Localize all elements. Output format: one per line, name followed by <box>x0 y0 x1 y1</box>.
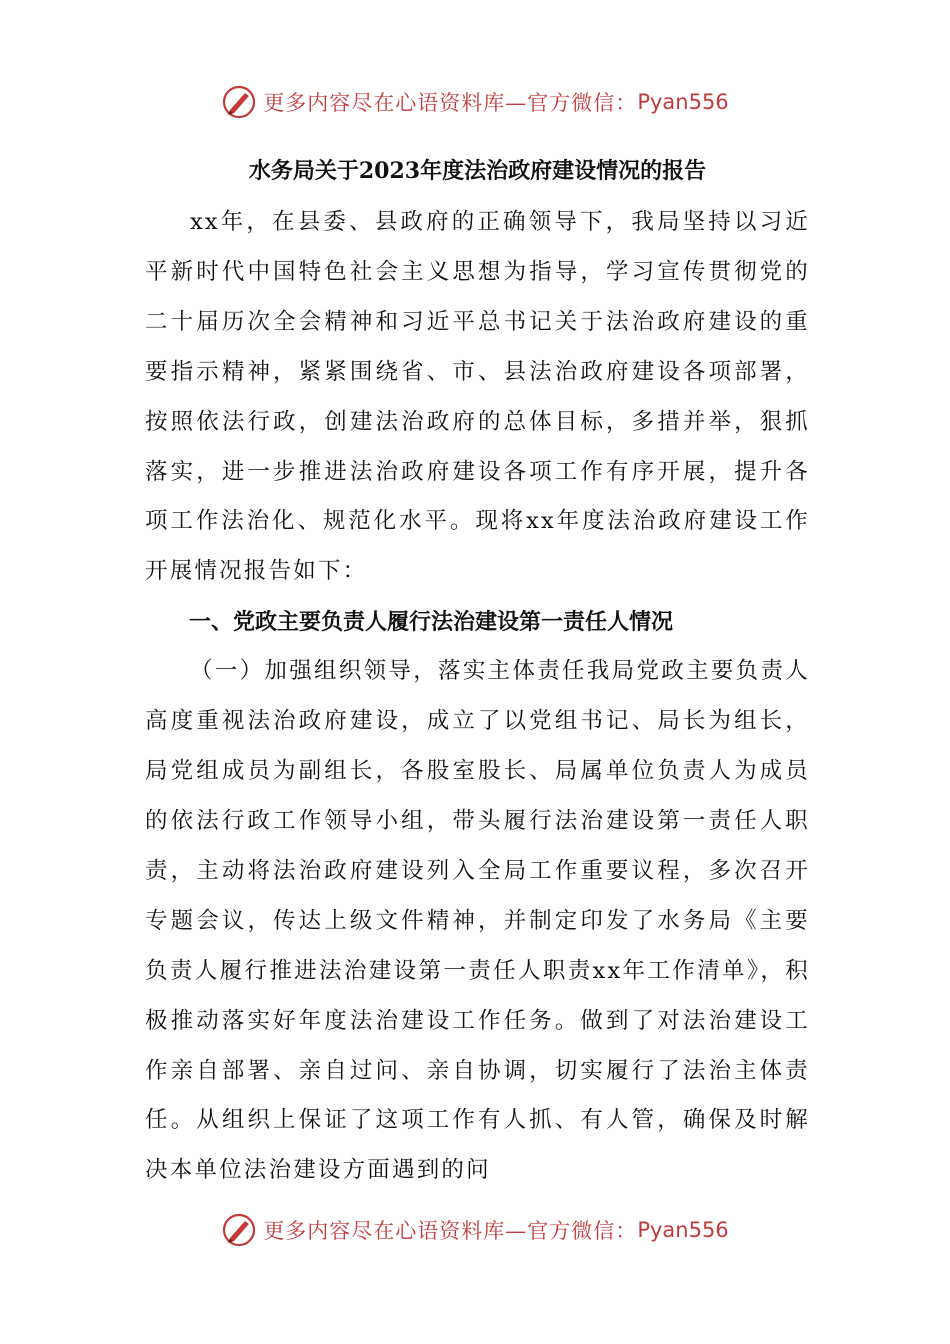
banner-text: 更多内容尽在心语资料库—官方微信： <box>263 91 638 115</box>
header-watermark-banner <box>0 80 950 124</box>
intro-paragraph: xx年，在县委、县政府的正确领导下，我局坚持以习近平新时代中国特色社会主义思想为指导，学习宣传贯彻党的二十届历次全会精神和习近平总书记关于法治政府建设的重要指示精神，紧紧围绕省、市、县法治政府建设各项部署，按照依法行政，创建法治政府的总体目标，多措并举，狠抓落实，进一步推进法治政府建设各项工作有序开展，提升各项工作法治化、规范化水平。现将xx年度法治政府建设工作开展情况报告如下： <box>145 209 810 585</box>
banner-handle: Pyan556 <box>637 90 729 114</box>
section-heading: 一、党政主要负责人履行法治建设第一责任人情况 <box>189 609 674 636</box>
footer-watermark-banner <box>0 1208 950 1252</box>
pen-circle-logo-icon <box>221 1212 257 1248</box>
document-body <box>145 148 810 1196</box>
section-paragraph: （一）加强组织领导，落实主体责任我局党政主要负责人高度重视法治政府建设，成立了以党组书记、局长为组长，局党组成员为副组长，各股室股长、局属单位负责人为成员的依法行政工作领导小组，带头履行法治建设第一责任人职责，主动将法治政府建设列入全局工作重要议程，多次召开专题会议，传达上级文件精神，并制定印发了水务局《主要负责人履行推进法治建设第一责任人职责xx年工作清单》，积极推动落实好年度法治建设工作任务。做到了对法治建设工作亲自部署、亲自过问、亲自协调，切实履行了法治主体责任。从组织上保证了这项工作有人抓、有人管，确保及时解决本单位法治建设方面遇到的问 <box>145 658 810 1184</box>
banner-handle: Pyan556 <box>637 1218 729 1242</box>
banner-text: 更多内容尽在心语资料库—官方微信： <box>263 1219 638 1243</box>
document-title: 水务局关于2023年度法治政府建设情况的报告 <box>248 158 707 184</box>
pen-circle-logo-icon <box>221 84 257 120</box>
